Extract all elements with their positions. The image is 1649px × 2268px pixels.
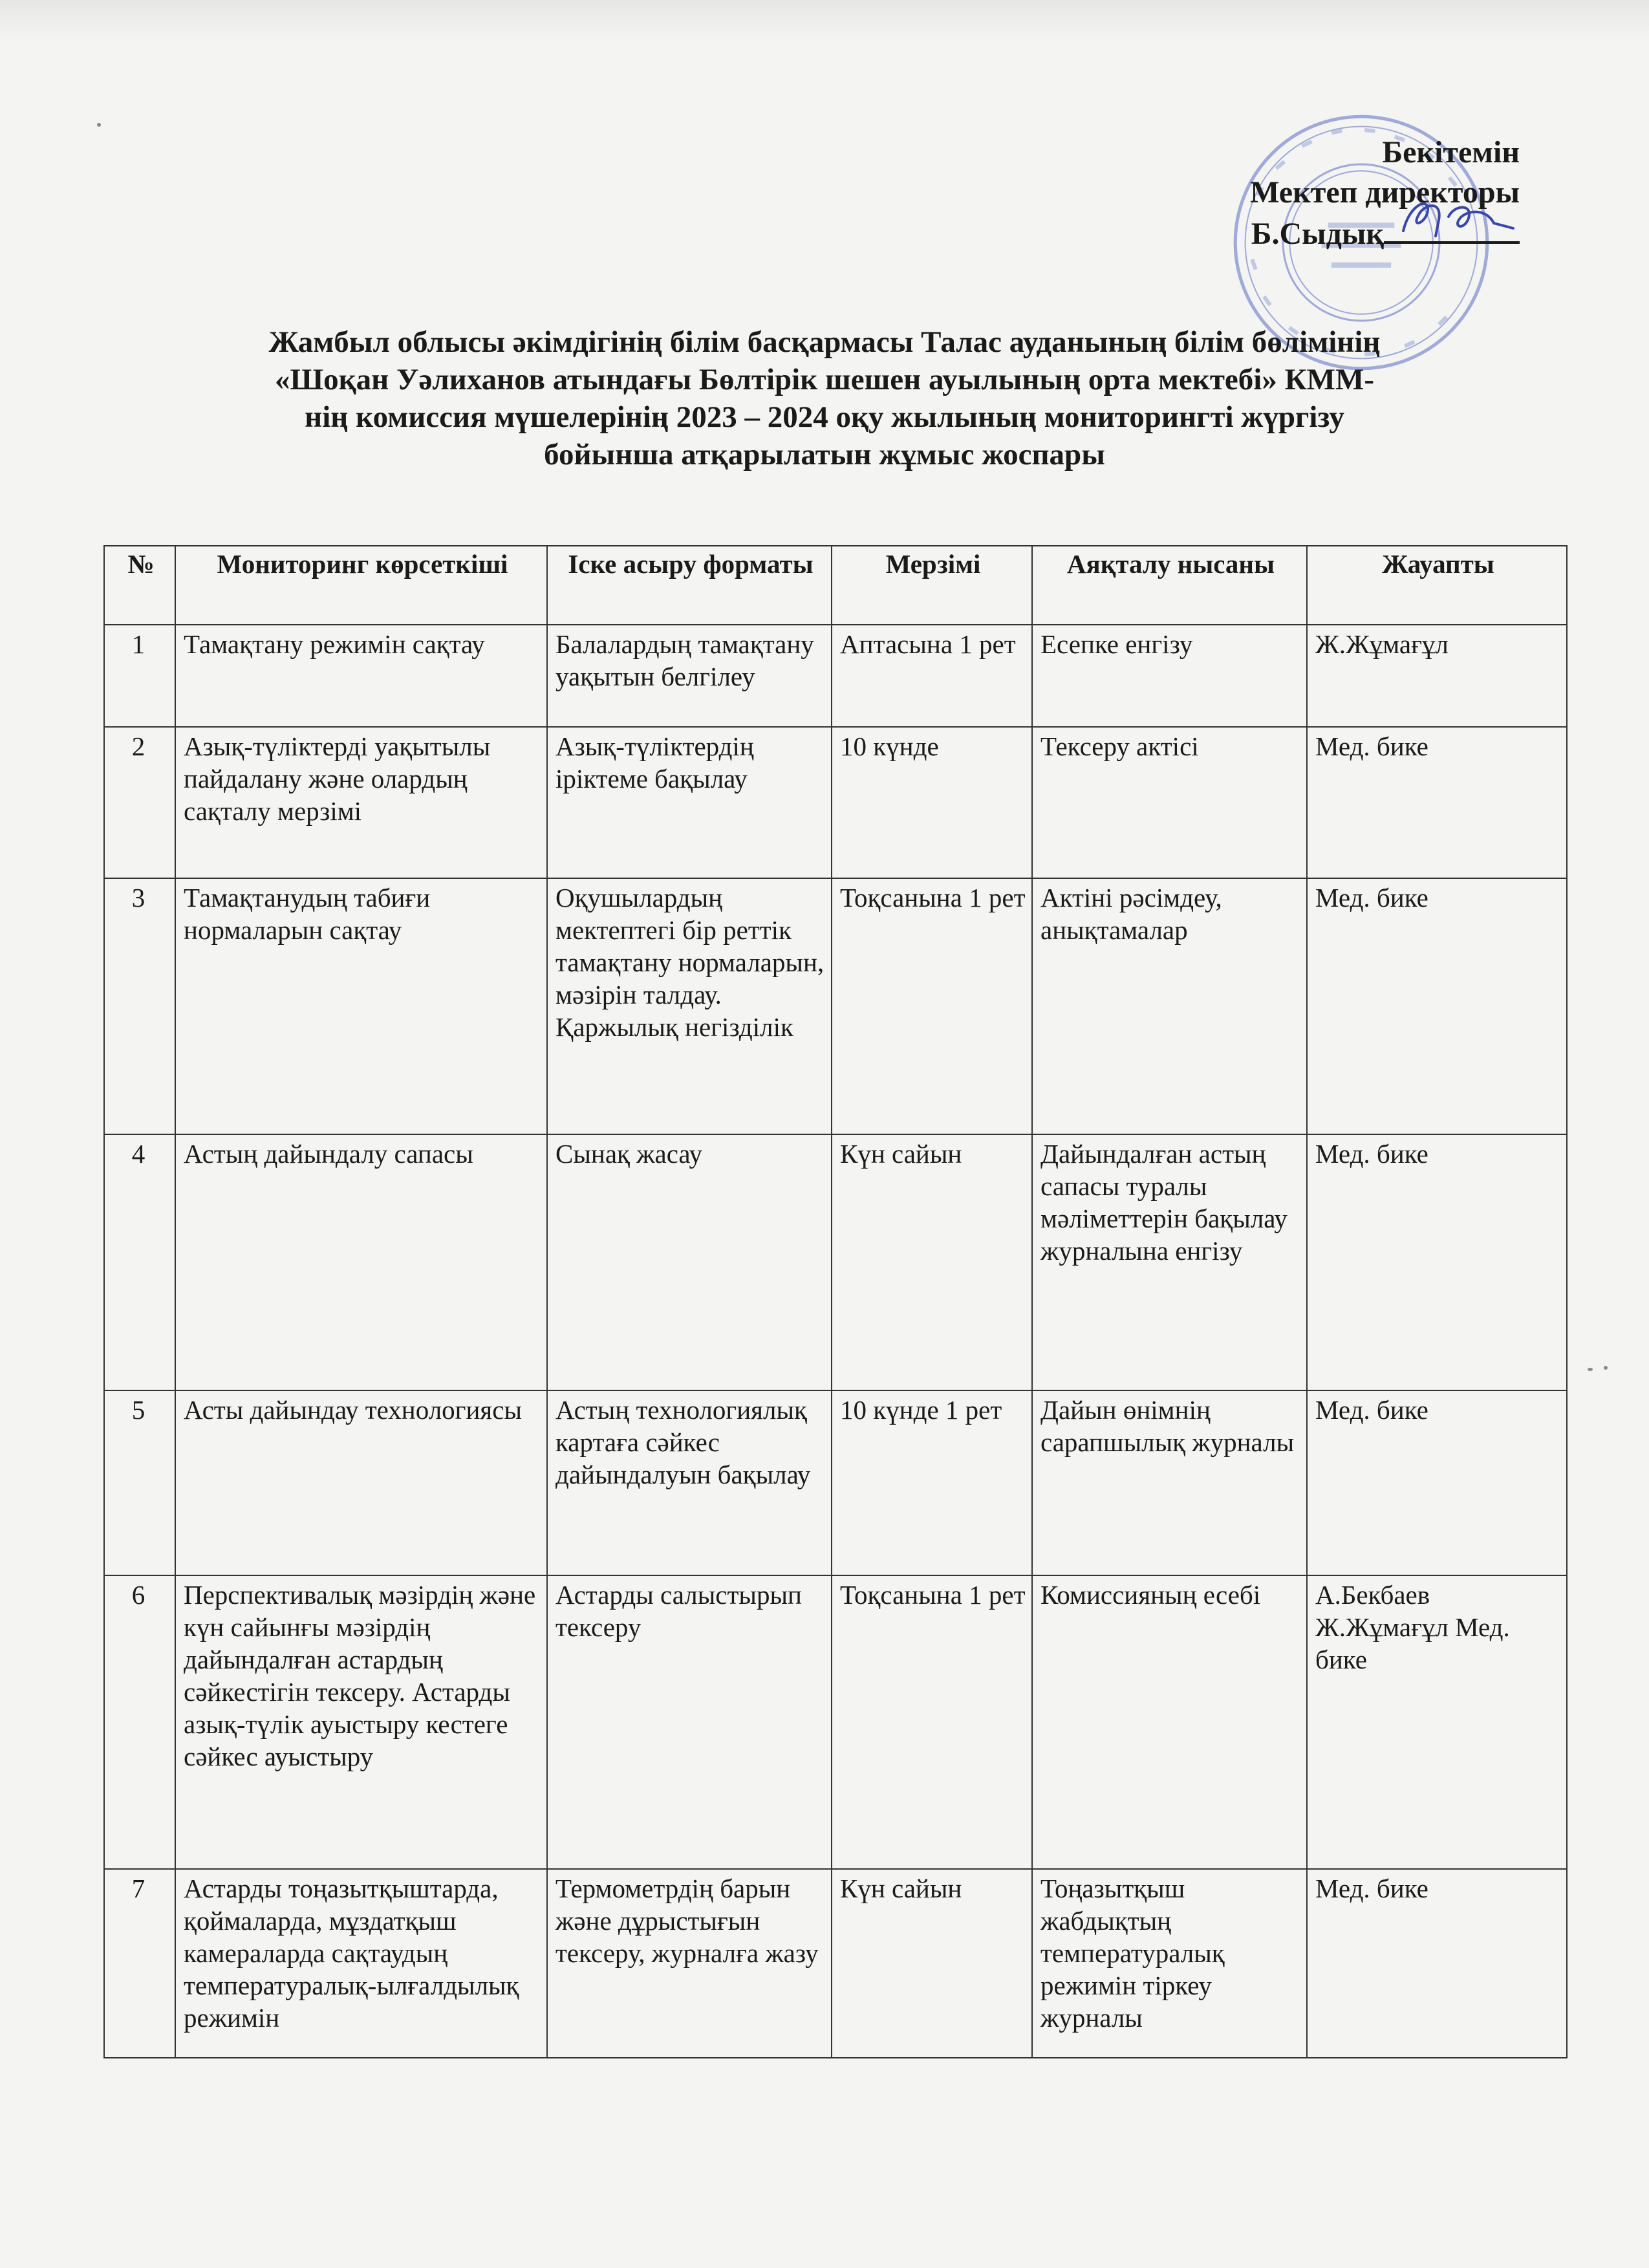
table-row (104, 625, 1567, 727)
cell-result: Актіні рәсімдеу, анықтамалар (1032, 878, 1307, 1134)
cell-deadline: 10 күнде (832, 727, 1032, 878)
paper-speck (1588, 1368, 1593, 1371)
cell-result: Дайын өнімнің сарапшылық журналы (1032, 1390, 1307, 1575)
cell-num: 3 (104, 878, 175, 1134)
title-line-1: Жамбыл облысы әкімдігінің білім басқармасы Талас ауданының білім бөлімінің (268, 325, 1381, 359)
table-row (104, 1869, 1567, 2058)
cell-result: Тоңазытқыш жабдықтың температуралық режимін тіркеу журналы (1032, 1869, 1307, 2058)
cell-responsible: Мед. бике (1307, 1869, 1567, 2058)
cell-deadline: Тоқсанына 1 рет (832, 878, 1032, 1134)
paper-top-edge (0, 0, 1649, 39)
cell-deadline: Күн сайын (832, 1134, 1032, 1390)
table-row (104, 878, 1567, 1134)
cell-format: Астарды салыстырып тексеру (547, 1575, 832, 1869)
cell-indicator: Перспективалық мәзірдің және күн сайынғы мәзірдің дайындалған астардың сәйкестігін тексеру. Астарды азық-түлік ауыстыру кестеге сәйкес ауыстыру (175, 1575, 547, 1869)
cell-responsible: Мед. бике (1307, 878, 1567, 1134)
director-position: Мектеп директоры (1250, 175, 1520, 210)
director-signature-line (1250, 213, 1520, 254)
table-row (104, 727, 1567, 878)
director-name: Б.Сыдық (1251, 217, 1384, 251)
header-num: № (104, 546, 175, 625)
cell-num: 2 (104, 727, 175, 878)
cell-result: Дайындалған астың сапасы туралы мәліметтерін бақылау журналына енгізу (1032, 1134, 1307, 1390)
paper-speck (1604, 1366, 1608, 1370)
table-header-row (104, 546, 1567, 625)
cell-responsible: Мед. бике (1307, 727, 1567, 878)
cell-num: 6 (104, 1575, 175, 1869)
cell-num: 1 (104, 625, 175, 727)
cell-format: Сынақ жасау (547, 1134, 832, 1390)
cell-result: Комиссияның есебі (1032, 1575, 1307, 1869)
cell-responsible: Мед. бике (1307, 1134, 1567, 1390)
table-row (104, 1575, 1567, 1869)
director-signature (1390, 191, 1520, 243)
header-result: Аяқталу нысаны (1032, 546, 1307, 625)
cell-num: 7 (104, 1869, 175, 2058)
title-line-4: бойынша атқарылатын жұмыс жоспары (544, 438, 1105, 471)
table-row (104, 1134, 1567, 1390)
cell-format: Оқушылардың мектептегі бір реттік тамақтану нормаларын, мәзірін талдау. Қаржылық негізділік (547, 878, 832, 1134)
cell-deadline: Тоқсанына 1 рет (832, 1575, 1032, 1869)
cell-deadline: Аптасына 1 рет (832, 625, 1032, 727)
cell-indicator: Тамақтанудың табиғи нормаларын сақтау (175, 878, 547, 1134)
signature-underline (1384, 213, 1520, 244)
title-line-3: нің комиссия мүшелерінің 2023 – 2024 оқу жылының мониторингті жүргізу (305, 400, 1344, 434)
cell-indicator: Азық-түліктерді уақытылы пайдалану және олардың сақталу мерзімі (175, 727, 547, 878)
header-indicator: Мониторинг көрсеткіші (175, 546, 547, 625)
cell-num: 4 (104, 1134, 175, 1390)
cell-indicator: Астың дайындалу сапасы (175, 1134, 547, 1390)
cell-indicator: Тамақтану режимін сақтау (175, 625, 547, 727)
cell-deadline: 10 күнде 1 рет (832, 1390, 1032, 1575)
monitoring-plan-table (103, 545, 1568, 2058)
approval-block (1250, 133, 1520, 254)
cell-num: 5 (104, 1390, 175, 1575)
header-format: Іске асыру форматы (547, 546, 832, 625)
table-row (104, 1390, 1567, 1575)
approval-label: Бекітемін (1382, 135, 1520, 169)
paper-speck (97, 123, 101, 127)
header-deadline: Мерзімі (832, 546, 1032, 625)
cell-responsible: А.Бекбаев Ж.Жұмағұл Мед. бике (1307, 1575, 1567, 1869)
cell-indicator: Асты дайындау технологиясы (175, 1390, 547, 1575)
cell-responsible: Ж.Жұмағұл (1307, 625, 1567, 727)
header-responsible: Жауапты (1307, 546, 1567, 625)
cell-format: Термометрдің барын және дұрыстығын тексеру, журналға жазу (547, 1869, 832, 2058)
cell-result: Есепке енгізу (1032, 625, 1307, 727)
document-title (97, 323, 1552, 473)
cell-result: Тексеру актісі (1032, 727, 1307, 878)
cell-indicator: Астарды тоңазытқыштарда, қоймаларда, мұздатқыш камераларда сақтаудың температуралық-ылғалдылық режимін (175, 1869, 547, 2058)
cell-format: Балалардың тамақтану уақытын белгілеу (547, 625, 832, 727)
cell-format: Азық-түліктердің іріктеме бақылау (547, 727, 832, 878)
title-line-2: «Шоқан Уәлиханов атындағы Бөлтірік шешен ауылының орта мектебі» КММ- (274, 363, 1375, 396)
cell-format: Астың технологиялық картаға сәйкес дайындалуын бақылау (547, 1390, 832, 1575)
cell-responsible: Мед. бике (1307, 1390, 1567, 1575)
cell-deadline: Күн сайын (832, 1869, 1032, 2058)
